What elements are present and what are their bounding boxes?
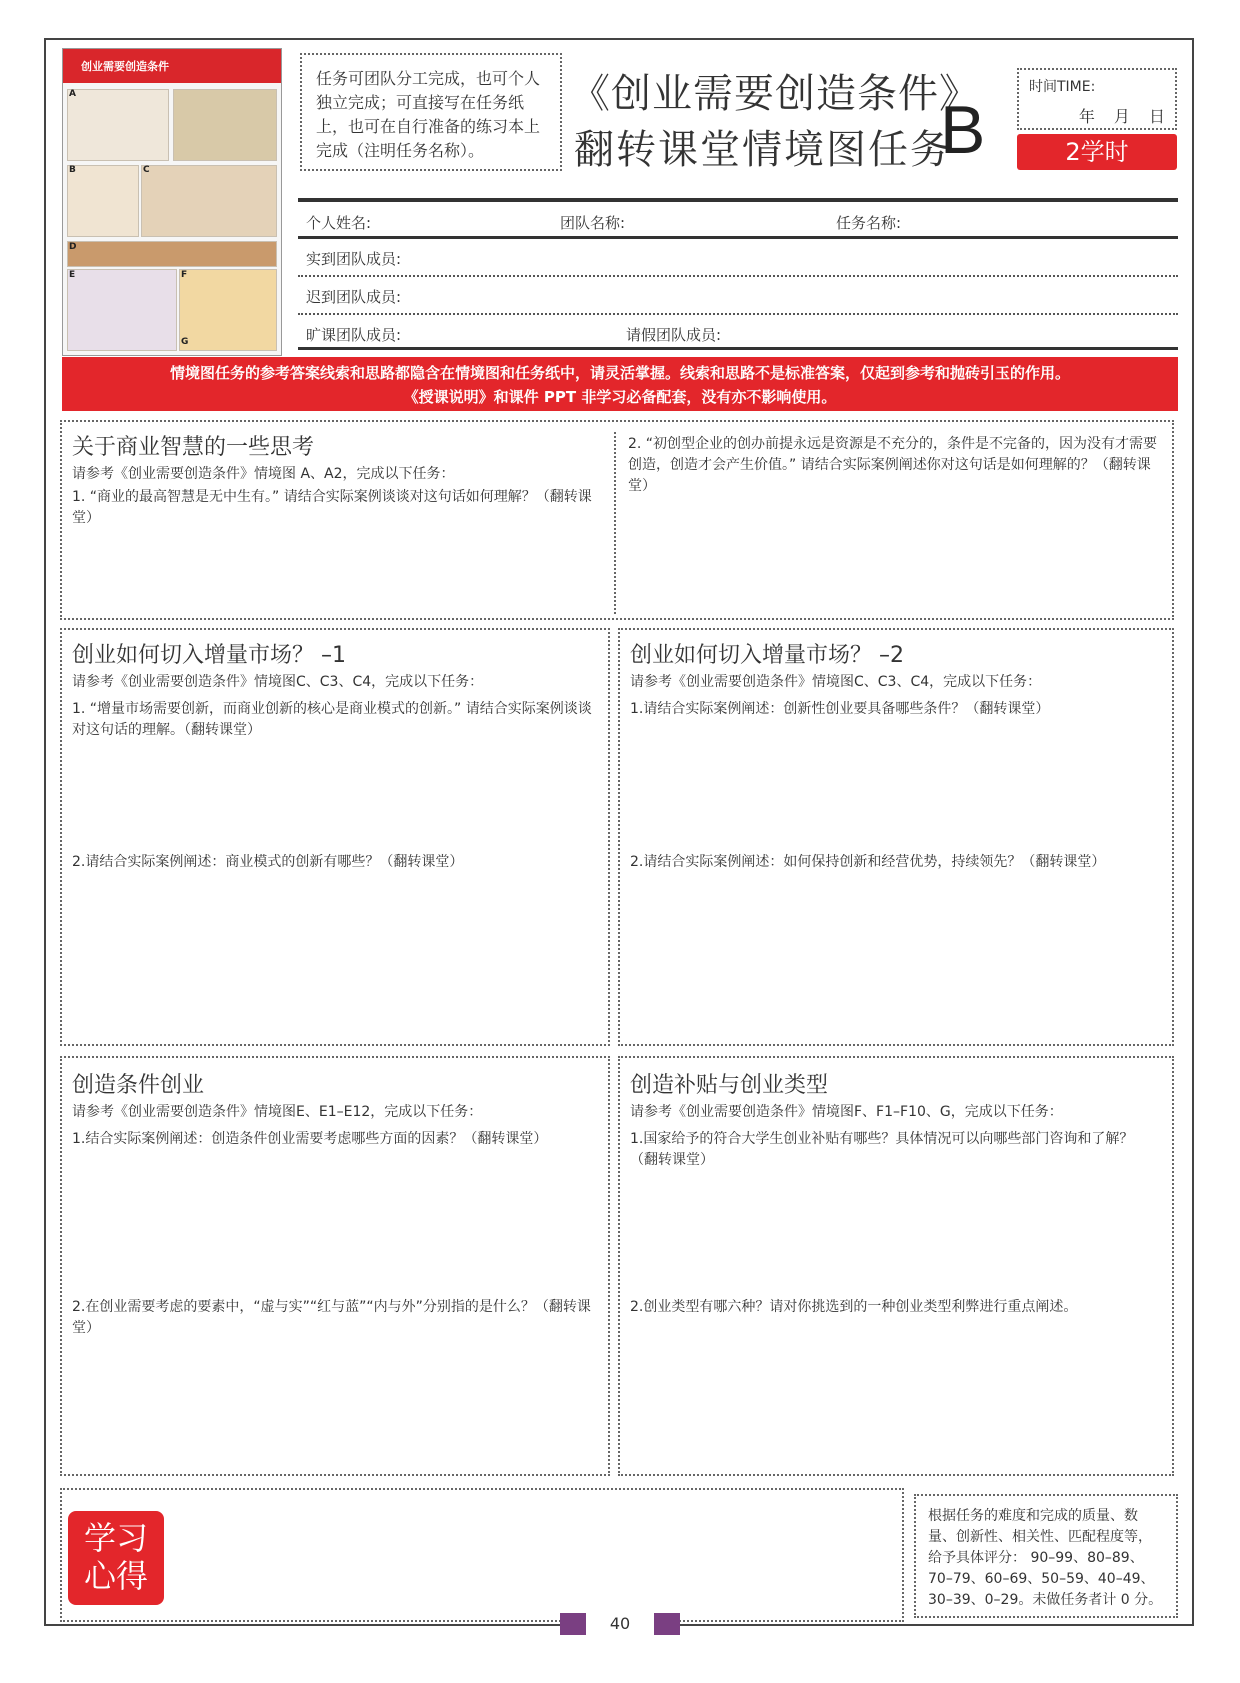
title-letter: B bbox=[940, 92, 986, 168]
notice-line-1: 情境图任务的参考答案线索和思路都隐含在情境图和任务纸中，请灵活掌握。线索和思路不是标准答案，仅起到参考和抛砖引玉的作用。 bbox=[169, 364, 1070, 382]
divider-bottom bbox=[298, 347, 1178, 350]
page-title-line1: 《创业需要创造条件》 bbox=[570, 71, 980, 117]
page-number: 40 bbox=[586, 1610, 654, 1638]
thumbnail-letter-b: B bbox=[69, 165, 76, 175]
scoring-note: 根据任务的难度和完成的质量、数量、创新性、相关性、匹配程度等，给予具体评分： 90–99、80–89、70–79、60–69、50–59、40–49、30–39、0–29。未做任务者计 0 分。 bbox=[914, 1494, 1178, 1618]
notice-line-2: 《授课说明》和课件 PPT 非学习必备配套，没有亦不影响使用。 bbox=[403, 388, 837, 406]
divider-dotted-1 bbox=[298, 275, 1178, 277]
section-1-title: 关于商业智慧的一些思考 bbox=[72, 435, 315, 460]
section-2-title: 创业如何切入增量市场？ –1 bbox=[72, 643, 346, 668]
badge-line-1: 学习 bbox=[83, 1519, 148, 1557]
late-members-field[interactable]: 迟到团队成员: bbox=[306, 288, 402, 306]
section-2-question-2: 2.请结合实际案例阐述：商业模式的创新有哪些？（翻转课堂） bbox=[72, 854, 464, 870]
scenario-thumbnail bbox=[62, 48, 282, 356]
section-1-question-2: 2. “初创型企业的创办前提永远是资源是不充分的，条件是不完备的，因为没有才需要创造，创造才会产生价值。” 请结合实际案例阐述你对这句话是如何理解的？（翻转课堂） bbox=[628, 436, 1158, 494]
section-5-ref: 请参考《创业需要创造条件》情境图F、F1–F10、G，完成以下任务： bbox=[630, 1104, 1063, 1120]
divider-top bbox=[298, 198, 1178, 202]
divider-dotted-2 bbox=[298, 313, 1178, 315]
instruction-note: 任务可团队分工完成，也可个人独立完成；可直接写在任务纸上，也可在自行准备的练习本上完成（注明任务名称）。 bbox=[300, 53, 562, 171]
section-4-question-1: 1.结合实际案例阐述：创造条件创业需要考虑哪些方面的因素？（翻转课堂） bbox=[72, 1131, 548, 1147]
team-name-field[interactable]: 团队名称: bbox=[560, 214, 626, 232]
thumbnail-letter-d: D bbox=[69, 242, 77, 252]
section-2-question-1: 1. “增量市场需要创新，而商业创新的核心是商业模式的创新。” 请结合实际案例谈谈对这句话的理解。（翻转课堂） bbox=[72, 701, 592, 738]
task-name-field[interactable]: 任务名称: bbox=[836, 214, 902, 232]
personal-name-field[interactable]: 个人姓名: bbox=[306, 214, 372, 232]
section-3-question-2: 2.请结合实际案例阐述：如何保持创新和经营优势，持续领先？（翻转课堂） bbox=[630, 854, 1106, 870]
section-5-question-2: 2.创业类型有哪六种？请对你挑选到的一种创业类型利弊进行重点阐述。 bbox=[630, 1299, 1078, 1315]
reflection-box[interactable] bbox=[60, 1488, 904, 1622]
time-box bbox=[1017, 68, 1177, 130]
section-1-split bbox=[614, 432, 616, 614]
absent-members-field[interactable]: 旷课团队成员: bbox=[306, 326, 402, 344]
section-5-title: 创造补贴与创业类型 bbox=[630, 1073, 829, 1098]
section-4-title: 创造条件创业 bbox=[72, 1073, 205, 1098]
reflection-badge bbox=[68, 1511, 164, 1605]
thumbnail-letter-a: A bbox=[69, 89, 76, 99]
section-4-ref: 请参考《创业需要创造条件》情境图E、E1–E12，完成以下任务： bbox=[72, 1104, 483, 1120]
section-3-title: 创业如何切入增量市场？ –2 bbox=[630, 643, 904, 668]
thumbnail-heading: 创业需要创造条件 bbox=[81, 60, 169, 73]
page-title-line2: 翻转课堂情境图任务 bbox=[574, 127, 952, 173]
section-1-question-1: 1. “商业的最高智慧是无中生有。” 请结合实际案例谈谈对这句话如何理解？（翻转课堂） bbox=[72, 489, 592, 526]
thumbnail-letter-c: C bbox=[143, 165, 150, 175]
section-4-question-2: 2.在创业需要考虑的要素中，“虚与实”“红与蓝”“内与外”分别指的是什么？（翻转课堂） bbox=[72, 1299, 591, 1336]
time-label: 时间TIME: bbox=[1029, 79, 1096, 95]
thumbnail-header bbox=[63, 49, 281, 83]
leave-members-field[interactable]: 请假团队成员: bbox=[626, 326, 722, 344]
thumbnail-letter-e: E bbox=[69, 270, 76, 280]
thumbnail-letter-g: G bbox=[181, 337, 189, 347]
thumbnail-letter-f: F bbox=[181, 270, 188, 280]
date-field[interactable]: 年 月 日 bbox=[1078, 107, 1165, 126]
section-5-question-1: 1.国家给予的符合大学生创业补贴有哪些？具体情况可以向哪些部门咨询和了解？（翻转课堂） bbox=[630, 1131, 1134, 1168]
badge-line-2: 心得 bbox=[83, 1557, 148, 1595]
notice-banner bbox=[62, 357, 1178, 411]
hours-badge: 2学时 bbox=[1017, 134, 1177, 170]
section-3-question-1: 1.请结合实际案例阐述：创新性创业要具备哪些条件？（翻转课堂） bbox=[630, 701, 1050, 717]
section-2-ref: 请参考《创业需要创造条件》情境图C、C3、C4，完成以下任务： bbox=[72, 674, 484, 690]
section-3-ref: 请参考《创业需要创造条件》情境图C、C3、C4，完成以下任务： bbox=[630, 674, 1042, 690]
divider-mid bbox=[298, 236, 1178, 239]
section-1-ref: 请参考《创业需要创造条件》情境图 A、A2，完成以下任务： bbox=[72, 466, 455, 482]
present-members-field[interactable]: 实到团队成员: bbox=[306, 250, 402, 268]
